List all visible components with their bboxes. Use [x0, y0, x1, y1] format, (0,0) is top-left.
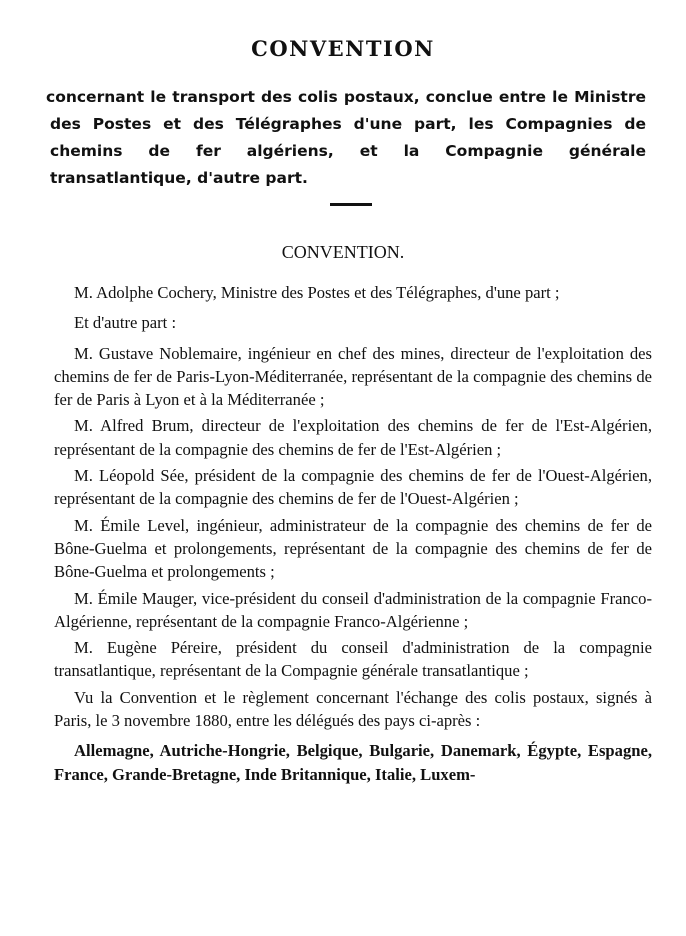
paragraph-convention-reference: Vu la Convention et le règlement concernant l'échange des colis postaux, signés à Paris, le 3 novembre 1880, entre les délégués des pays ci-après :	[54, 687, 652, 731]
section-title: CONVENTION.	[281, 242, 405, 262]
paragraph-see: M. Léopold Sée, président de la compagnie des chemins de fer de l'Ouest-Algérien, représentant de la compagnie des chemins de fer de l'Ouest-Algérien ;	[54, 466, 652, 509]
document-title: CONVENTION	[251, 36, 435, 61]
paragraph-cochery: M. Adolphe Cochery, Ministre des Postes et des Télégraphes, d'une part ;	[74, 283, 560, 302]
paragraph-noblemaire: M. Gustave Noblemaire, ingénieur en chef des mines, directeur de l'exploitation des chemins de fer de Paris-Lyon-Méditerranée, représentant de la compagnie des chemins de fer de Paris à Lyon et à la Méditerranée ;	[54, 343, 652, 410]
paragraph-brum: M. Alfred Brum, directeur de l'exploitation des chemins de fer de l'Est-Algérien, représentant de la compagnie des chemins de fer de l'Est-Algérien ;	[54, 416, 652, 459]
title-rule	[330, 203, 372, 206]
paragraph-pereire: M. Eugène Péreire, président du conseil d'administration de la compagnie transatlantique, représentant de la Compagnie générale transatlantique ;	[54, 638, 652, 681]
countries-list: Allemagne, Autriche-Hongrie, Belgique, Bulgarie, Danemark, Égypte, Espagne, France, Grande-Bretagne, Inde Britannique, Italie, Luxem-	[54, 741, 652, 784]
paragraph-other-part: Et d'autre part :	[74, 313, 177, 333]
paragraph-mauger: M. Émile Mauger, vice-président du conseil d'administration de la compagnie Franco-Algérienne, représentant de la compagnie Franco-Algérienne ;	[54, 588, 652, 631]
document-subtitle: concernant le transport des colis postaux, conclue entre le Ministre des Postes et des Télégraphes d'une part, les Compagnies de chemins de fer algériens, et la Compagnie générale transatlantique, d'autre part.	[46, 88, 646, 187]
paragraph-level: M. Émile Level, ingénieur, administrateur de la compagnie des chemins de fer de Bône-Guelma et prolongements, représentant de la compagnie des chemins de fer de Bône-Guelma et prolongements ;	[54, 515, 652, 582]
document-body	[54, 281, 652, 786]
